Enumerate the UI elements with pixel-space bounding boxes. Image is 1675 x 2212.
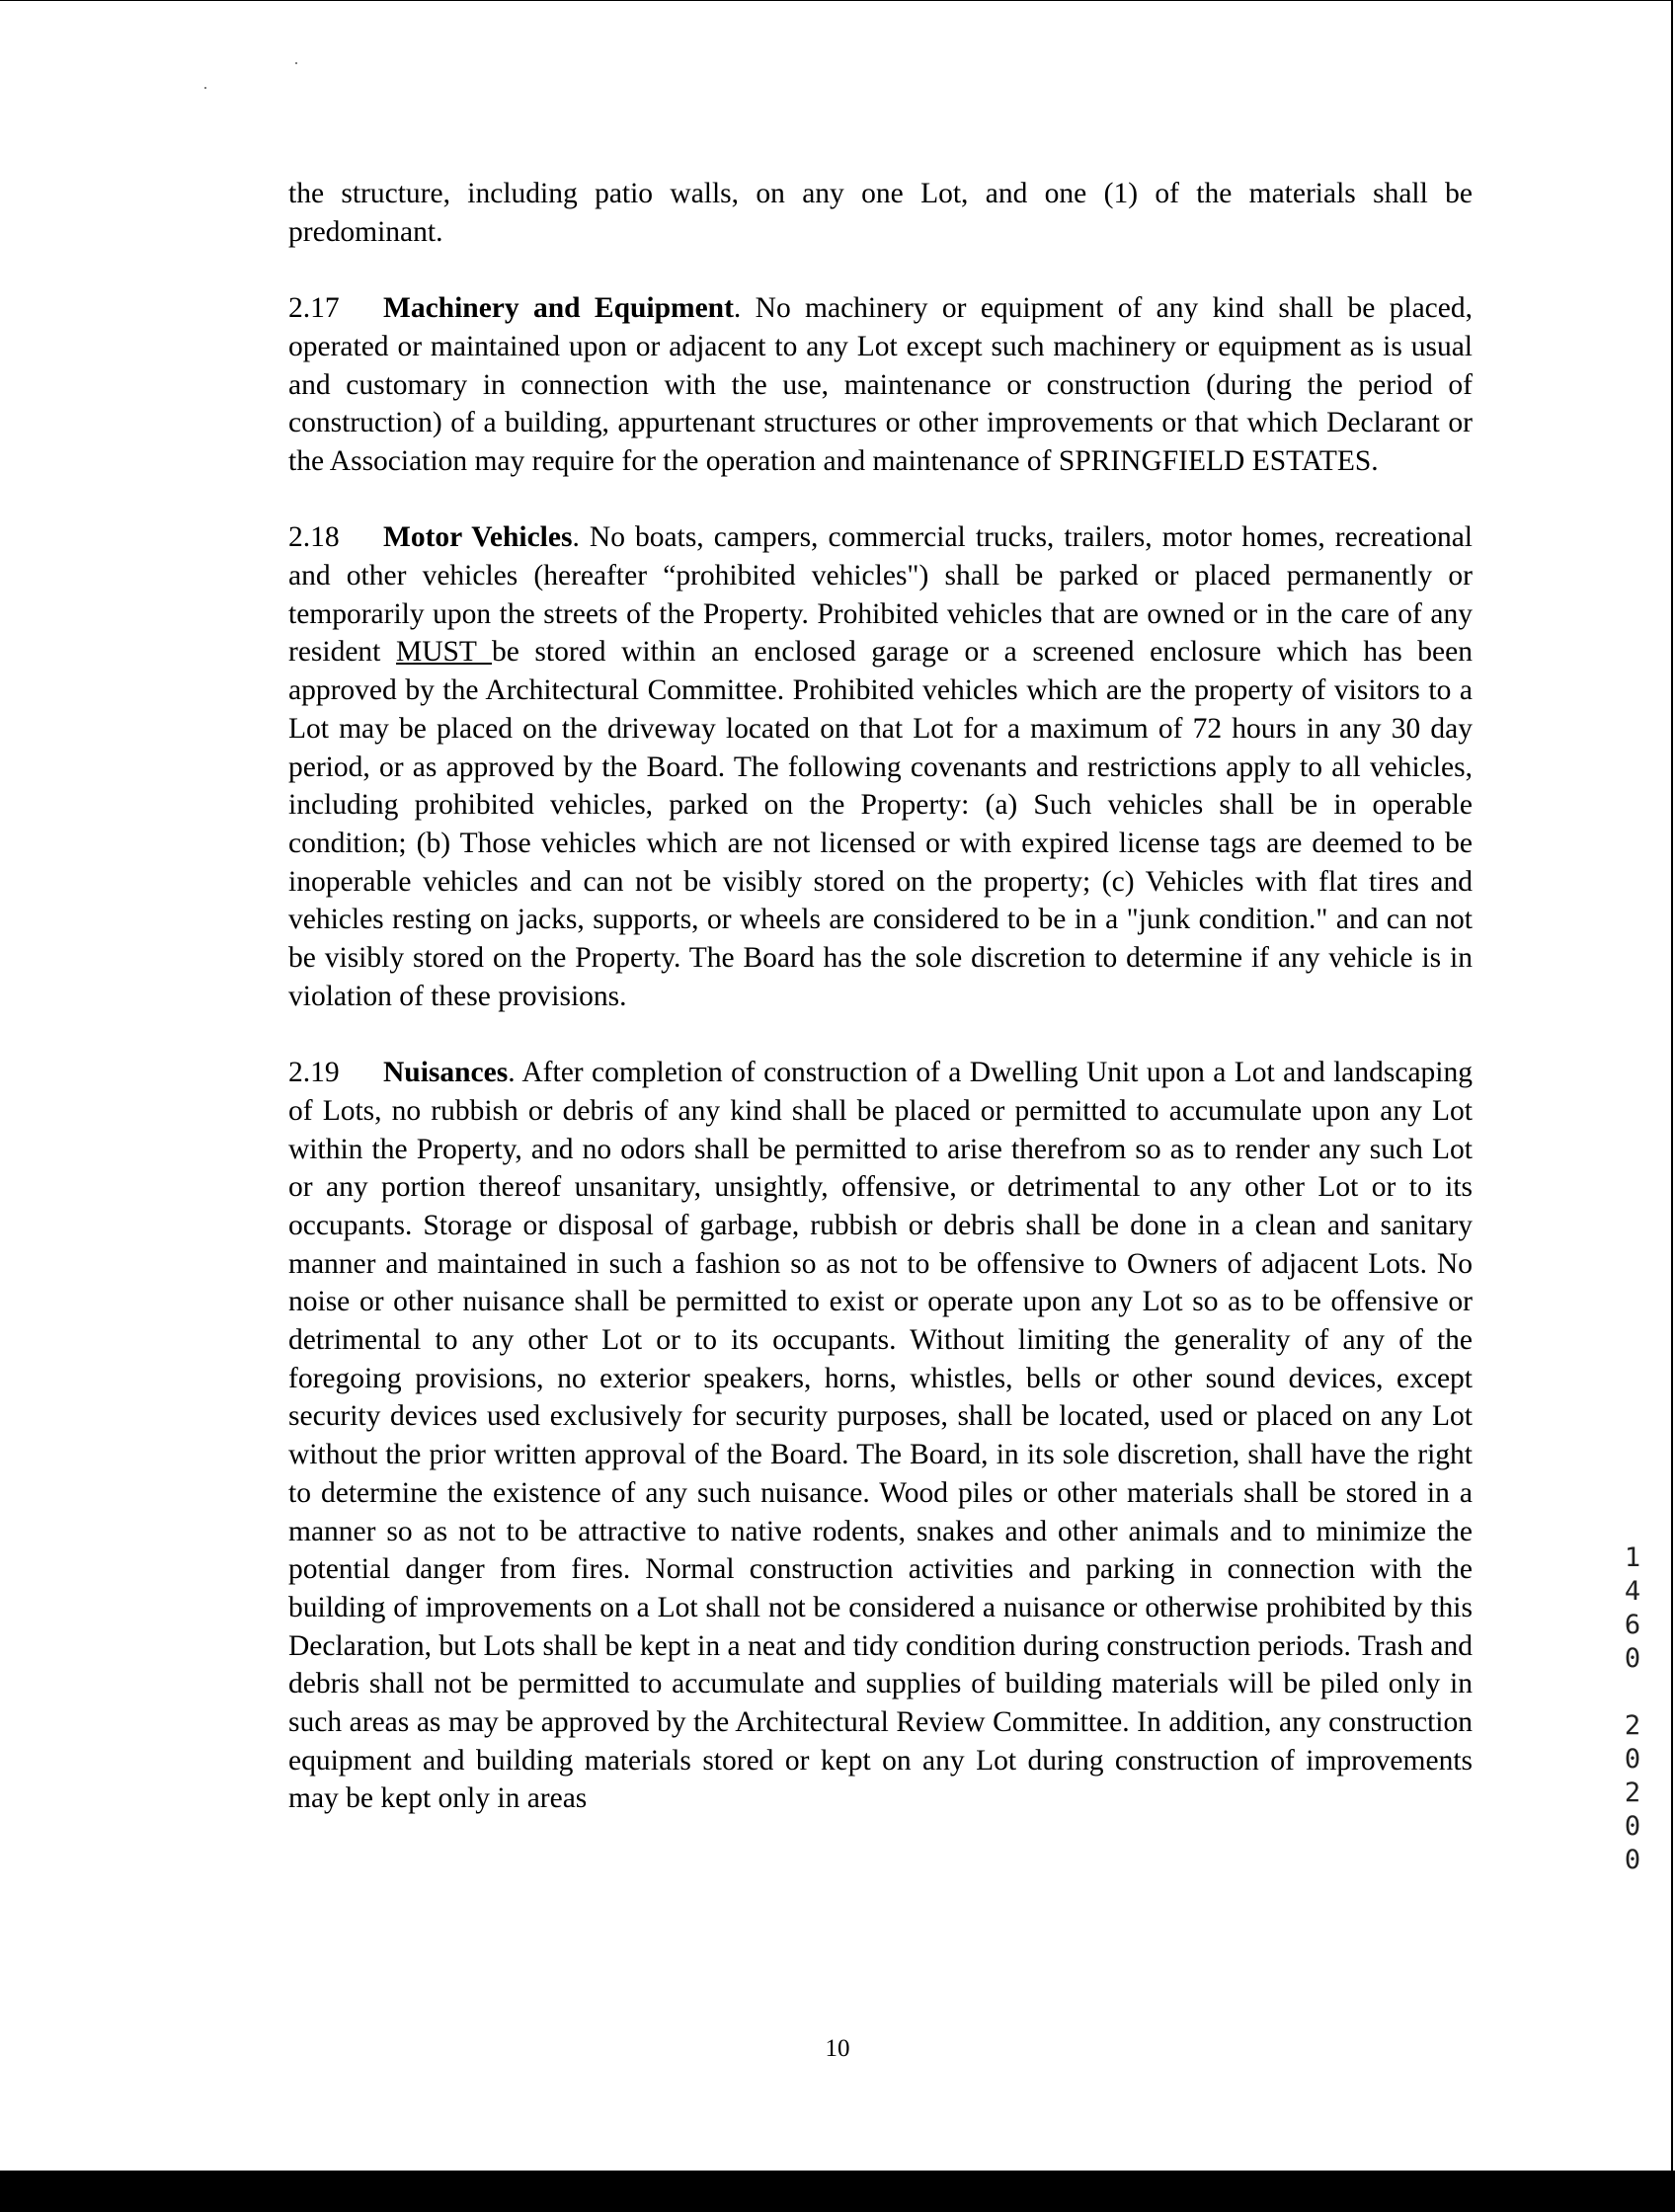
paragraph-text: the structure, including patio walls, on any one Lot, and one (1) of the materials shall be predominant. <box>288 178 1473 248</box>
section-2-19 <box>288 1054 1473 1818</box>
scan-bottom-border <box>0 2171 1675 2212</box>
document-body <box>288 175 1473 1856</box>
section-number: 2.18 <box>288 521 340 554</box>
section-number: 2.19 <box>288 1057 340 1089</box>
underlined-emphasis: MUST <box>395 636 492 669</box>
scan-speck <box>204 87 206 89</box>
paragraph-continuation <box>288 175 1473 251</box>
section-2-18 <box>288 518 1473 1015</box>
section-text: . No boats, campers, commercial trucks, trailers, motor homes, recreational and other vehicles (hereafter “prohibited vehicles") shall be parked or placed permanently or temporarily upon the streets of the Property. Prohibited vehicles that are owned or in the care of any resident <box>288 521 1473 669</box>
section-number: 2.17 <box>288 292 340 325</box>
recording-stamp-text: 1 4 6 0 2 0 2 0 0 <box>1624 1542 1641 1875</box>
section-2-17 <box>288 289 1473 481</box>
recording-stamp <box>1608 1541 1667 1976</box>
section-text-continued: be stored within an enclosed garage or a screened enclosure which has been approved by the Architectural Committee. Prohibited vehicles which are the property of visitors to a Lot may be placed on the driveway located on that Lot for a maximum of 72 hours in any 30 day period, or as approved by the Board. The following covenants and restrictions apply to all vehicles, including prohibited vehicles, parked on the Property: (a) Such vehicles shall be in operable condition; (b) Those vehicles which are not licensed or with expired license tags are deemed to be inoperable vehicles and can not be visibly stored on the property; (c) Vehicles with flat tires and vehicles resting on jacks, supports, or wheels are considered to be in a "junk condition." and can not be visibly stored on the Property. The Board has the sole discretion to determine if any vehicle is in violation of these provisions. <box>288 636 1473 1012</box>
section-heading: Nuisances <box>383 1057 509 1089</box>
section-text: . After completion of construction of a Dwelling Unit upon a Lot and landscaping of Lots, no rubbish or debris of any kind shall be placed or permitted to accumulate upon any Lot within the Property, and no odors shall be permitted to arise therefrom so as to render any such Lot or any portion thereof unsanitary, unsightly, offensive, or detrimental to any other Lot or to its occupants. Storage or disposal of garbage, rubbish or debris shall be done in a clean and sanitary manner and maintained in such a fashion so as not to be offensive to Owners of adjacent Lots. No noise or other nuisance shall be permitted to exist or operate upon any Lot so as to be offensive or detrimental to any other Lot or to its occupants. Without limiting the generality of any of the foregoing provisions, no exterior speakers, horns, whistles, bells or other sound devices, except security devices used exclusively for security purposes, shall be located, used or placed on any Lot without the prior written approval of the Board. The Board, in its sole discretion, shall have the right to determine the existence of any such nuisance. Wood piles or other materials shall be stored in a manner so as not to be attractive to native rodents, snakes and other animals and to minimize the potential danger from fires. Normal construction activities and parking in connection with the building of improvements on a Lot shall not be considered a nuisance or otherwise prohibited by this Declaration, but Lots shall be kept in a neat and tidy condition during construction periods. Trash and debris shall not be permitted to accumulate and supplies of building materials will be piled only in such areas as may be approved by the Architectural Review Committee. In addition, any construction equipment and building materials stored or kept on any Lot during construction of improvements may be kept only in areas <box>288 1057 1473 1815</box>
scan-speck <box>295 62 297 64</box>
section-heading: Machinery and Equipment <box>383 292 734 325</box>
section-heading: Motor Vehicles <box>383 521 573 554</box>
section-text: . No machinery or equipment of any kind shall be placed, operated or maintained upon or adjacent to any Lot except such machinery or equipment as is usual and customary in connection with the use, maintenance or construction (during the period of construction) of a building, appurtenant structures or other improvements or that which Declarant or the Association may require for the operation and maintenance of SPRINGFIELD ESTATES. <box>288 292 1473 477</box>
page-number: 10 <box>825 2035 850 2062</box>
